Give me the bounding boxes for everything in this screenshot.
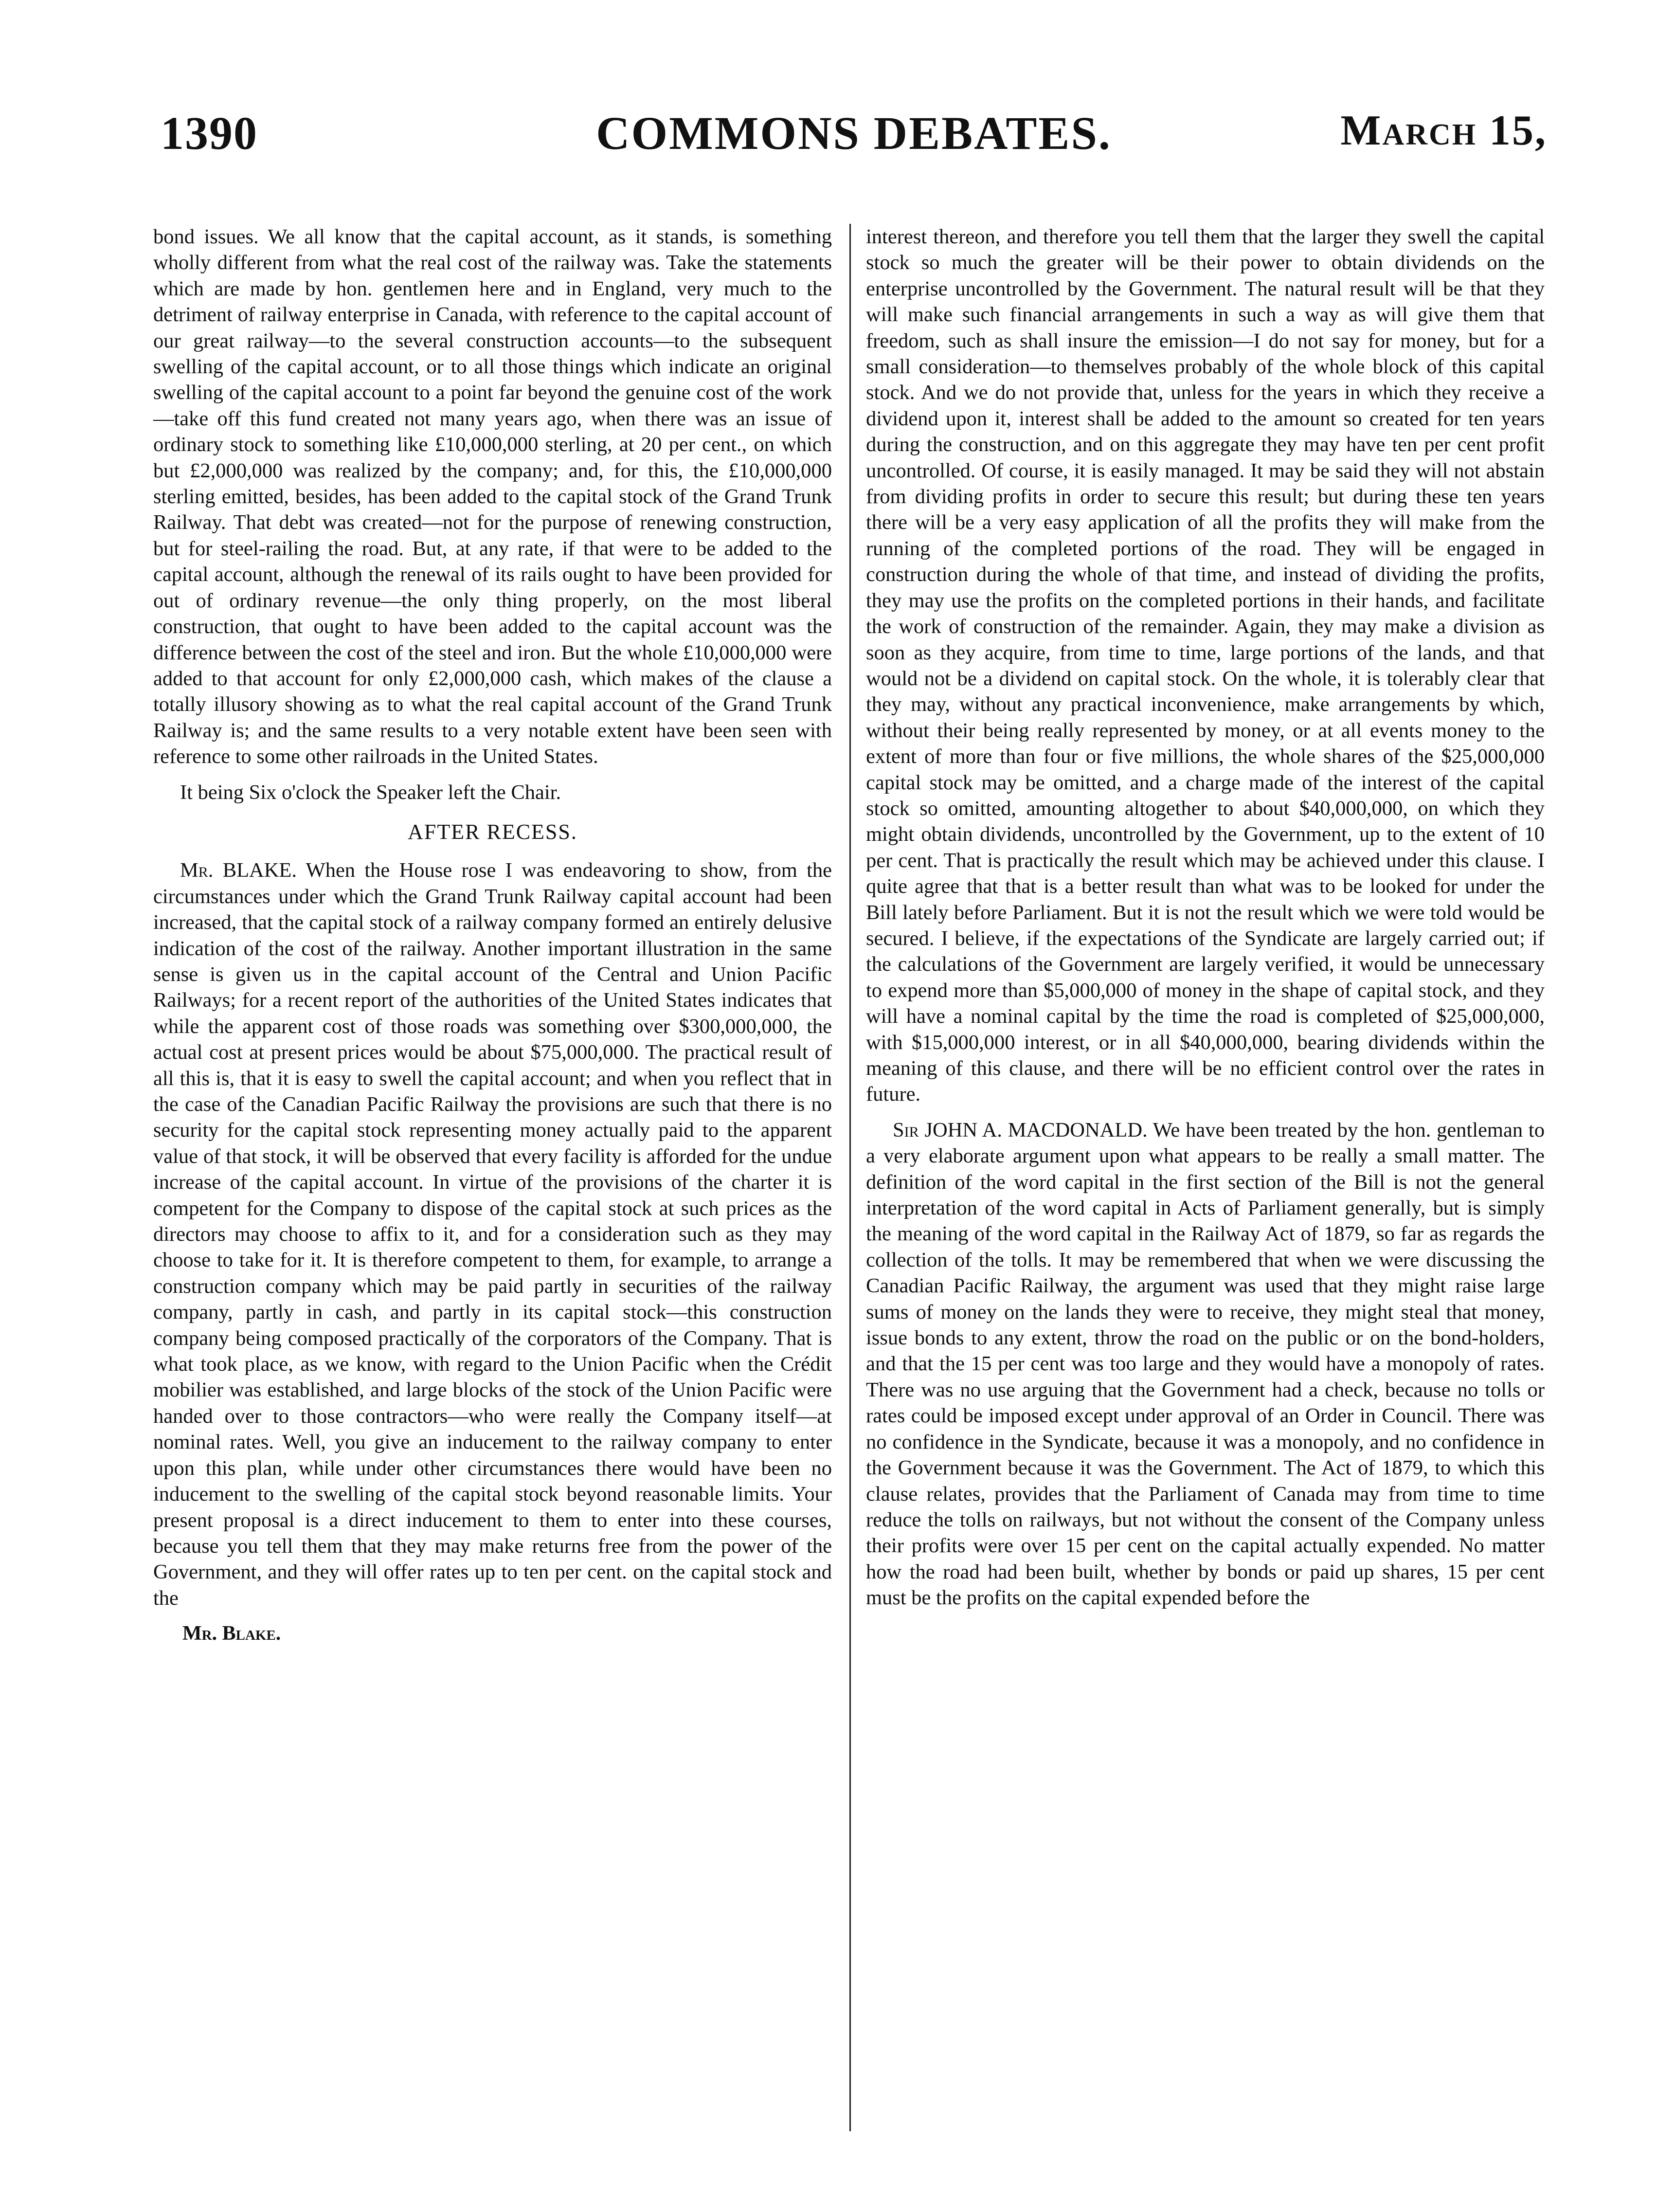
paragraph: interest thereon, and therefore you tell them that the larger they swell the capital stock so much the greater will be their power to obtain dividends on the enterprise uncontrolled by the Government. The natural result will be that they will make such financial arrangements in such a way as will give them that freedom, such as shall insure the emission—I do not say for money, but for a small consideration—to themselves probably of the whole block of this capital stock. And we do not provide that, unless for the years in which they receive a dividend upon it, interest shall be added to the amount so created for ten years during the construction, and on this aggregate they may have ten per cent profit uncontrolled. Of course, it is easily managed. It may be said they will not abstain from dividing profits in order to secure this result; but during these ten years there will be a very easy application of all the profits they will make from the running of the completed portions of the road. They will be engaged in construction during the whole of that time, and instead of dividing the profits, they may use the profits on the completed portions in their hands, and facilitate the work of construction of the remainder. Again, they may make a division as soon as they acquire, from time to time, large portions of the lands, and that would not be a dividend on capital stock. On the whole, it is tolerably clear that they may, without any practical inconvenience, make arrangements by which, without their being really represented by money, or at all events money to the extent of more than four or five millions, the whole shares of the $25,000,000 capital stock may be omitted, and a charge made of the interest of the capital stock so omitted, amounting altogether to about $40,000,000, on which they might obtain dividends, uncontrolled by the Government, up to the extent of 10 per cent. That is practically the result which may be achieved under this clause. I quite agree that that is a better result than what was to be looked for under the Bill lately before Parliament. But it is not the result which we were told would be secured. I believe, if the expectations of the Syndicate are largely carried out; if the calculations of the Government are largely verified, it would be unnecessary to expend more than $5,000,000 of money in the shape of capital stock, and they will have a nominal capital by the time the road is completed of $25,000,000, with $15,000,000 interest, or in all $40,000,000, bearing dividends within the meaning of this clause, and there will be no efficient control over the rates in future. [866,225,1545,1106]
catchword: Mr. Blake. [182,1622,281,1645]
text-columns [153,224,1545,2131]
paragraph: It being Six o'clock the Speaker left the Chair. [180,780,561,804]
page-header [161,106,1547,179]
speech-text: When the House rose I was endeavoring to show, from the circumstances under which the Grand Trunk Railway capital account had been increased, that the capital stock of a railway company formed an entirely delusive indication of the cost of the railway. Another important illustration in the same sense is given us in the capital account of the Central and Union Pacific Railways; for a recent report of the authorities of the United States indicates that while the apparent cost of those roads was something over $300,000,000, the actual cost at present prices would be about $75,000,000. The practical result of all this is, that it is easy to swell the capital account; and when you reflect that in the case of the Canadian Pacific Railway the provisions are such that there is no security for the capital stock representing money actually paid to the apparent value of that stock, it will be observed that every facility is afforded for the undue increase of the capital account. In virtue of the provisions of the charter it is competent for the Company to dispose of the capital stock at such prices as the directors may choose to affix to it, and for a consideration such as they may choose to take for it. It is therefore competent to them, for example, to arrange a construction company which may be paid partly in securities of the railway company, partly in cash, and partly in its capital stock—this construction company being composed practically of the corporators of the Company. That is what took place, as we know, with regard to the Union Pacific when the Crédit mobilier was established, and large blocks of the stock of the Union Pacific were handed over to those contractors—who were really the Company itself—at nominal rates. Well, you give an inducement to the railway company to enter upon this plan, while under other circumstances there would have been no inducement to the swelling of the capital stock beyond reasonable limits. Your present proposal is a direct inducement to them to enter into these courses, because you tell them that they may make returns free from the power of the Government, and they will offer rates up to ten per cent. on the capital stock and the [153,859,832,1610]
speaker-name: Mr. BLAKE. [180,859,297,882]
right-column [866,224,1545,2131]
speech-paragraph [866,1117,1545,1611]
column-divider [849,224,851,2131]
page-date: March 15, [1340,107,1547,154]
journal-title: COMMONS DEBATES. [596,107,1112,159]
speech-text: We have been treated by the hon. gentleman to a very elaborate argument upon what appears to be really a small matter. The definition of the word capital in the first section of the Bill is not the general interpretation of the word capital in Acts of Parliament generally, but is simply the meaning of the word capital in the Railway Act of 1879, so far as regards the collection of the tolls. It may be remembered that when we were discussing the Canadian Pacific Railway, the argument was used that they might raise large sums of money on the lands they were to receive, they might steal that money, issue bonds to any extent, throw the road on the public or on the bond-holders, and that the 15 per cent was too large and they would have a monopoly of rates. There was no use arguing that the Government had a check, because no tolls or rates could be imposed except under approval of an Order in Council. There was no confidence in the Syndicate, because it was a monopoly, and no confidence in the Government because it was the Government. The Act of 1879, to which this clause relates, provides that the Parliament of Canada may from time to time reduce the tolls on railways, but not without the consent of the Company unless their profits were over 15 per cent on the capital actually expended. No matter how the road had been built, whether by bonds or paid up shares, 15 per cent must be the profits on the capital expended before the [866,1118,1545,1610]
section-heading: AFTER RECESS. [408,819,577,844]
page-number: 1390 [161,107,258,159]
speaker-name: Sir JOHN A. MACDONALD. [893,1118,1148,1142]
speech-paragraph [153,857,832,1611]
paragraph: bond issues. We all know that the capital account, as it stands, is something wholly different from what the real cost of the railway was. Take the statements which are made by hon. gentlemen here and in England, very much to the detriment of railway enterprise in Canada, with reference to the capital account of our great railway—to the several construction accounts—to the subsequent swelling of the capital account, or to all those things which indicate an original swelling of the capital account to a point far beyond the genuine cost of the work—take off this fund created not many years ago, when there was an issue of ordinary stock to something like £10,000,000 sterling, at 20 per cent., on which but £2,000,000 was realized by the company; and, for this, the £10,000,000 sterling emitted, besides, has been added to the capital stock of the Grand Trunk Railway. That debt was created—not for the purpose of renewing construction, but for steel-railing the road. But, at any rate, if that were to be added to the capital account, although the renewal of its rails ought to have been provided for out of ordinary revenue—the only thing properly, on the most liberal construction, that ought to have been added to the capital account was the difference between the cost of the steel and iron. But the whole £10,000,000 were added to that account for only £2,000,000 cash, which makes of the clause a totally illusory showing as to what the real capital account of the Grand Trunk Railway is; and the same results to a very notable extent have been seen with reference to some other railroads in the United States. [153,225,832,768]
left-column [153,224,832,2131]
